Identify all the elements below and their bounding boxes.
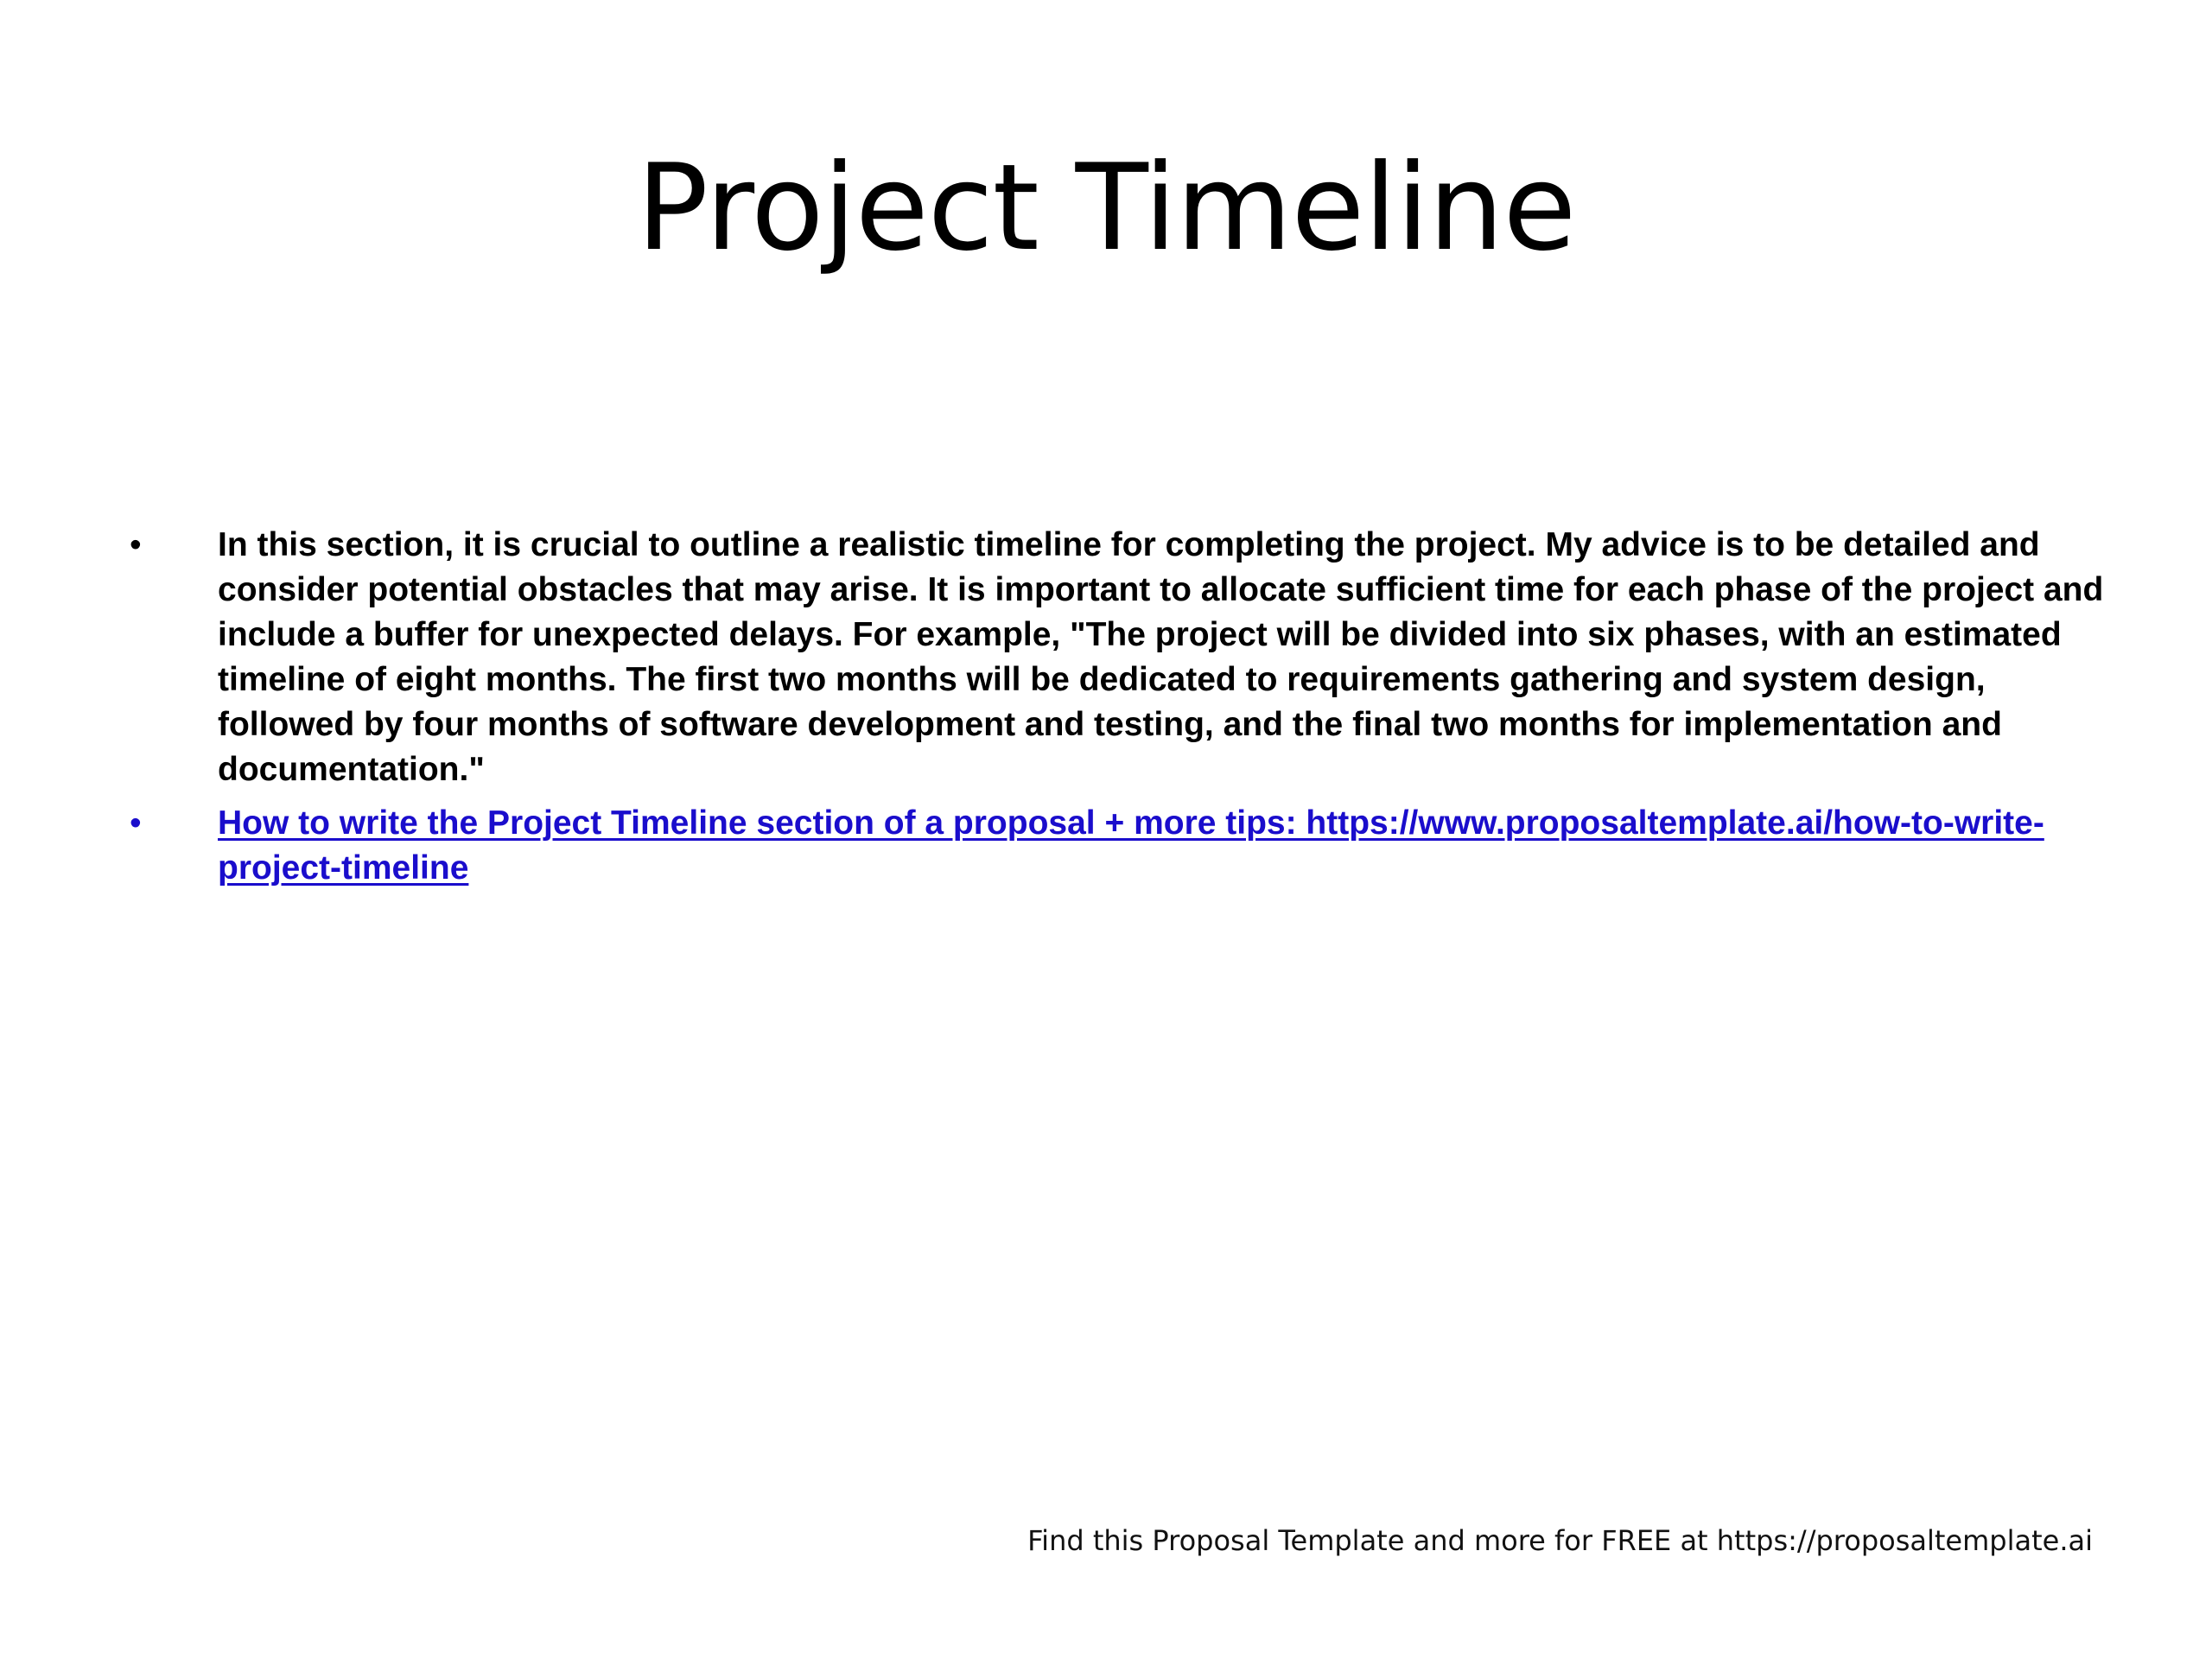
bullet-item-description — [130, 523, 2117, 792]
footer-note: Find this Proposal Template and more for FREE at https://proposaltemplate.ai — [1027, 1524, 2093, 1557]
bullet-item-link — [130, 801, 2117, 891]
bullet-dot-icon: • — [130, 804, 142, 842]
slide-title: Project Timeline — [636, 138, 1576, 277]
bullet-dot-icon: • — [130, 526, 142, 563]
description-text: In this section, it is crucial to outline a realistic timeline for completing the project. My advice is to be detailed and consider potential obstacles that may arise. It is important to allocate sufficient time for each phase of the project and include a buffer for unexpected delays. For example, "The project will be divided into six phases, with an estimated timeline of eight months. The first two months will be dedicated to requirements gathering and system design, followed by four months of software development and testing, and the final two months for implementation and documentation." — [218, 526, 2104, 788]
bullet-list — [130, 523, 2117, 899]
tips-link[interactable]: How to write the Project Timeline section of a proposal + more tips: https://www.proposaltemplate.ai/how-to-write-project-timeline — [218, 804, 2044, 887]
